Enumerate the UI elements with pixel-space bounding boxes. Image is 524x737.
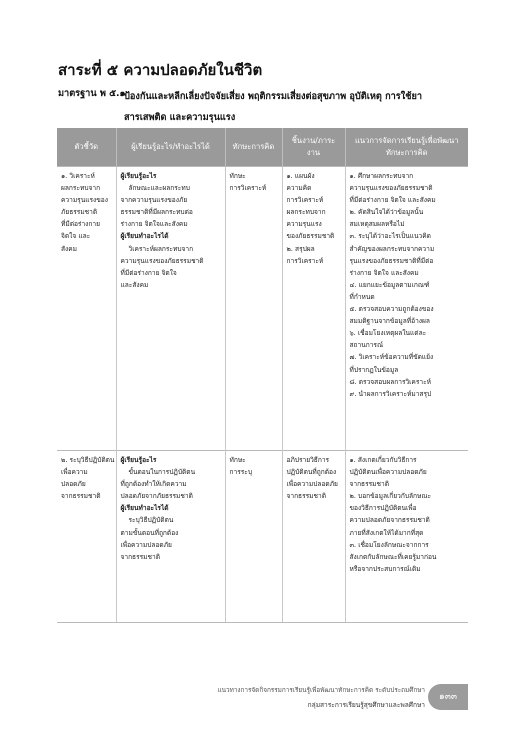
method-line: ความรุนแรงของภัยธรรมชาติ (349, 184, 433, 193)
work-cell (282, 167, 345, 451)
indicator-cell (57, 451, 116, 623)
page-number: ๑๓๓ (428, 684, 468, 710)
work-line: ๑. แผนผัง (286, 172, 315, 180)
method-line: ภายที่สังเกตให้ได้มากที่สุด (349, 528, 424, 537)
learning-cell (116, 167, 225, 451)
indicator-cell (57, 167, 116, 451)
thinking-skill-cell (225, 167, 282, 451)
method-line: ที่มีต่อร่างกาย จิตใจ และสังคม (349, 196, 436, 205)
learning-line: วิเคราะห์ผลกระทบจาก (128, 244, 194, 253)
method-line: ๒. บอกข้อมูลเกี่ยวกับลักษณะ (349, 492, 432, 501)
method-line: ๓. เชื่อมโยงลักษณะจากการ (349, 540, 429, 549)
thinking-skill-line: ทักษะ (229, 172, 246, 180)
standard-text (124, 86, 474, 128)
learning-line: ตามขั้นตอนที่ถูกต้อง (120, 528, 179, 537)
learning-line: ที่ถูกต้องทำให้เกิดความ (120, 480, 187, 489)
method-line: สังเกตกับลักษณะที่เคยรู้มาก่อน (349, 552, 437, 561)
method-line: สมมติฐานจากข้อมูลที่อ้างผล (349, 317, 430, 326)
method-line: ปฏิบัติตนเพื่อความปลอดภัย (349, 468, 427, 477)
curriculum-table (57, 128, 468, 623)
indicator-line: สังคม (61, 244, 78, 253)
standard-code: มาตรฐาน พ ๕.๑ (58, 88, 126, 99)
work-line: การวิเคราะห์ (286, 256, 324, 265)
learning-subheading: ผู้เรียนทำอะไรได้ (120, 232, 169, 241)
work-line: ความคิด (286, 184, 312, 193)
footer-guide-title: แนวทางการจัดกิจกรรมการเรียนรู้เพื่อพัฒนาทักษะการคิด ระดับประถมศึกษา (217, 686, 425, 694)
thinking-skill-cell (225, 451, 282, 623)
work-line: ของภัยธรรมชาติ (286, 232, 335, 241)
method-line: ของวิธีการปฏิบัติตนเพื่อ (349, 504, 417, 513)
method-line: รุนแรงของภัยธรรมชาติที่มีต่อ (349, 256, 434, 265)
method-line: ๘. ตรวจสอบผลการวิเคราะห์ (349, 377, 431, 386)
indicator-line: ๑. วิเคราะห์ (61, 172, 95, 180)
thinking-skill-line: การวิเคราะห์ (229, 184, 267, 193)
learning-line: ลักษณะและผลกระทบ (128, 184, 190, 193)
method-line: ๙. นำผลการวิเคราะห์มาสรุป (349, 389, 432, 398)
learning-line: เพื่อความปลอดภัย (120, 540, 172, 549)
method-line: ๑. ศึกษาผลกระทบจาก (349, 172, 414, 180)
learning-line: ขั้นตอนในการปฏิบัติตน (128, 468, 196, 477)
learning-line: และสังคม (120, 280, 149, 289)
method-line: ๒. คัดสินใจได้ว่าข้อมูลนั้น (349, 208, 424, 217)
indicator-line: เพื่อความ (61, 468, 88, 477)
method-line: ๕. ตรวจสอบความถูกต้องของ (349, 305, 434, 314)
table-header-row (57, 128, 468, 167)
method-line: ๓. ระบุได้ว่าอะไรเป็นแนวคิด (349, 232, 431, 241)
indicator-line: ๒. ระบุวิธีปฏิบัติตน (61, 456, 115, 464)
method-line: ๗. วิเคราะห์ข้อความที่ขัดแย้ง (349, 353, 434, 362)
learning-line: จากความรุนแรงของภัย (120, 196, 188, 205)
learning-line: ที่มีต่อร่างกาย จิตใจ (120, 268, 177, 277)
method-line: หรือจากประสบการณ์เดิม (349, 564, 421, 573)
work-line: เพื่อความปลอดภัย (286, 480, 338, 489)
indicator-line: จิตใจ และ (61, 232, 91, 241)
work-line: ความรุนแรง (286, 220, 322, 229)
learning-subheading: ผู้เรียนรู้อะไร (120, 456, 157, 464)
indicator-line: ที่มีต่อร่างกาย (61, 220, 100, 229)
learning-subheading: ผู้เรียนรู้อะไร (120, 172, 157, 180)
learning-subheading: ผู้เรียนทำอะไรได้ (120, 504, 169, 513)
indicator-line: ปลอดภัย (61, 480, 86, 489)
thinking-skill-line: การระบุ (229, 468, 253, 477)
header-indicator: ตัวชี้วัด (57, 128, 116, 167)
method-cell (345, 451, 468, 623)
method-line: ความปลอดภัยจากธรรมชาติ (349, 516, 430, 525)
standard-text-line: ป้องกันและหลีกเลี่ยงปัจจัยเสี่ยง พฤติกรรมเสี่ยงต่อสุขภาพ อุบัติเหตุ การใช้ยา (124, 91, 422, 102)
method-line: สำคัญของผลกระทบจากความ (349, 244, 435, 253)
work-line: ปฏิบัติตนที่ถูกต้อง (286, 468, 337, 477)
work-line: ผลกระทบจาก (286, 208, 326, 217)
method-line: สมเหตุสมผลหรือไม่ (349, 220, 405, 229)
learning-line: ธรรมชาติที่มีผลกระทบต่อ (120, 208, 193, 217)
method-line: ๔. แยกแยะข้อมูลตามเกณฑ์ (349, 280, 430, 289)
work-cell (282, 451, 345, 623)
header-learning: ผู้เรียนรู้อะไร/ทำอะไรได้ (116, 128, 225, 167)
method-line: ร่างกาย จิตใจ และสังคม (349, 268, 419, 277)
method-line: ๑. สังเกตเกี่ยวกับวิธีการ (349, 456, 417, 464)
method-line: ๖. เชื่อมโยงเหตุผลในแต่ละ (349, 329, 427, 338)
work-line: อภิปรายวิธีการ (286, 456, 330, 464)
table-row (57, 451, 468, 623)
method-line: ที่กำหนด (349, 292, 375, 301)
thinking-skill-line: ทักษะ (229, 456, 246, 464)
footer-subject-group: กลุ่มสาระการเรียนรู้สุขศึกษาและพลศึกษา (307, 701, 425, 709)
header-work: ชิ้นงาน/ภาระงาน (282, 128, 345, 167)
table-row (57, 167, 468, 451)
page-title: สาระที่ ๕ ความปลอดภัยในชีวิต (58, 61, 263, 79)
method-line: จากธรรมชาติ (349, 480, 389, 489)
method-line: สถานการณ์ (349, 341, 384, 350)
learning-line: ร่างกาย จิตใจและสังคม (120, 220, 188, 229)
learning-cell (116, 451, 225, 623)
learning-line: จากธรรมชาติ (120, 552, 160, 561)
header-method: แนวการจัดการเรียนรู้เพื่อพัฒนาทักษะการคิด (345, 128, 468, 167)
work-line: จากธรรมชาติ (286, 492, 326, 501)
header-thinking-skill: ทักษะการคิด (225, 128, 282, 167)
method-line: ที่ปรากฏในข้อมูล (349, 365, 399, 374)
indicator-line: ผลกระทบจาก (61, 184, 101, 193)
learning-line: ความรุนแรงของภัยธรรมชาติ (120, 256, 204, 265)
indicator-line: ความรุนแรงของ (61, 196, 108, 205)
indicator-line: จากธรรมชาติ (61, 492, 101, 501)
work-line: ๒. สรุปผล (286, 244, 315, 253)
indicator-line: ภัยธรรมชาติ (61, 208, 98, 217)
learning-line: ปลอดภัยจากภัยธรรมชาติ (120, 492, 193, 501)
learning-line: ระบุวิธีปฏิบัติตน (128, 516, 174, 525)
standard-text-line: สารเสพติด และความรุนแรง (124, 112, 236, 123)
method-cell (345, 167, 468, 451)
work-line: การวิเคราะห์ (286, 196, 324, 205)
